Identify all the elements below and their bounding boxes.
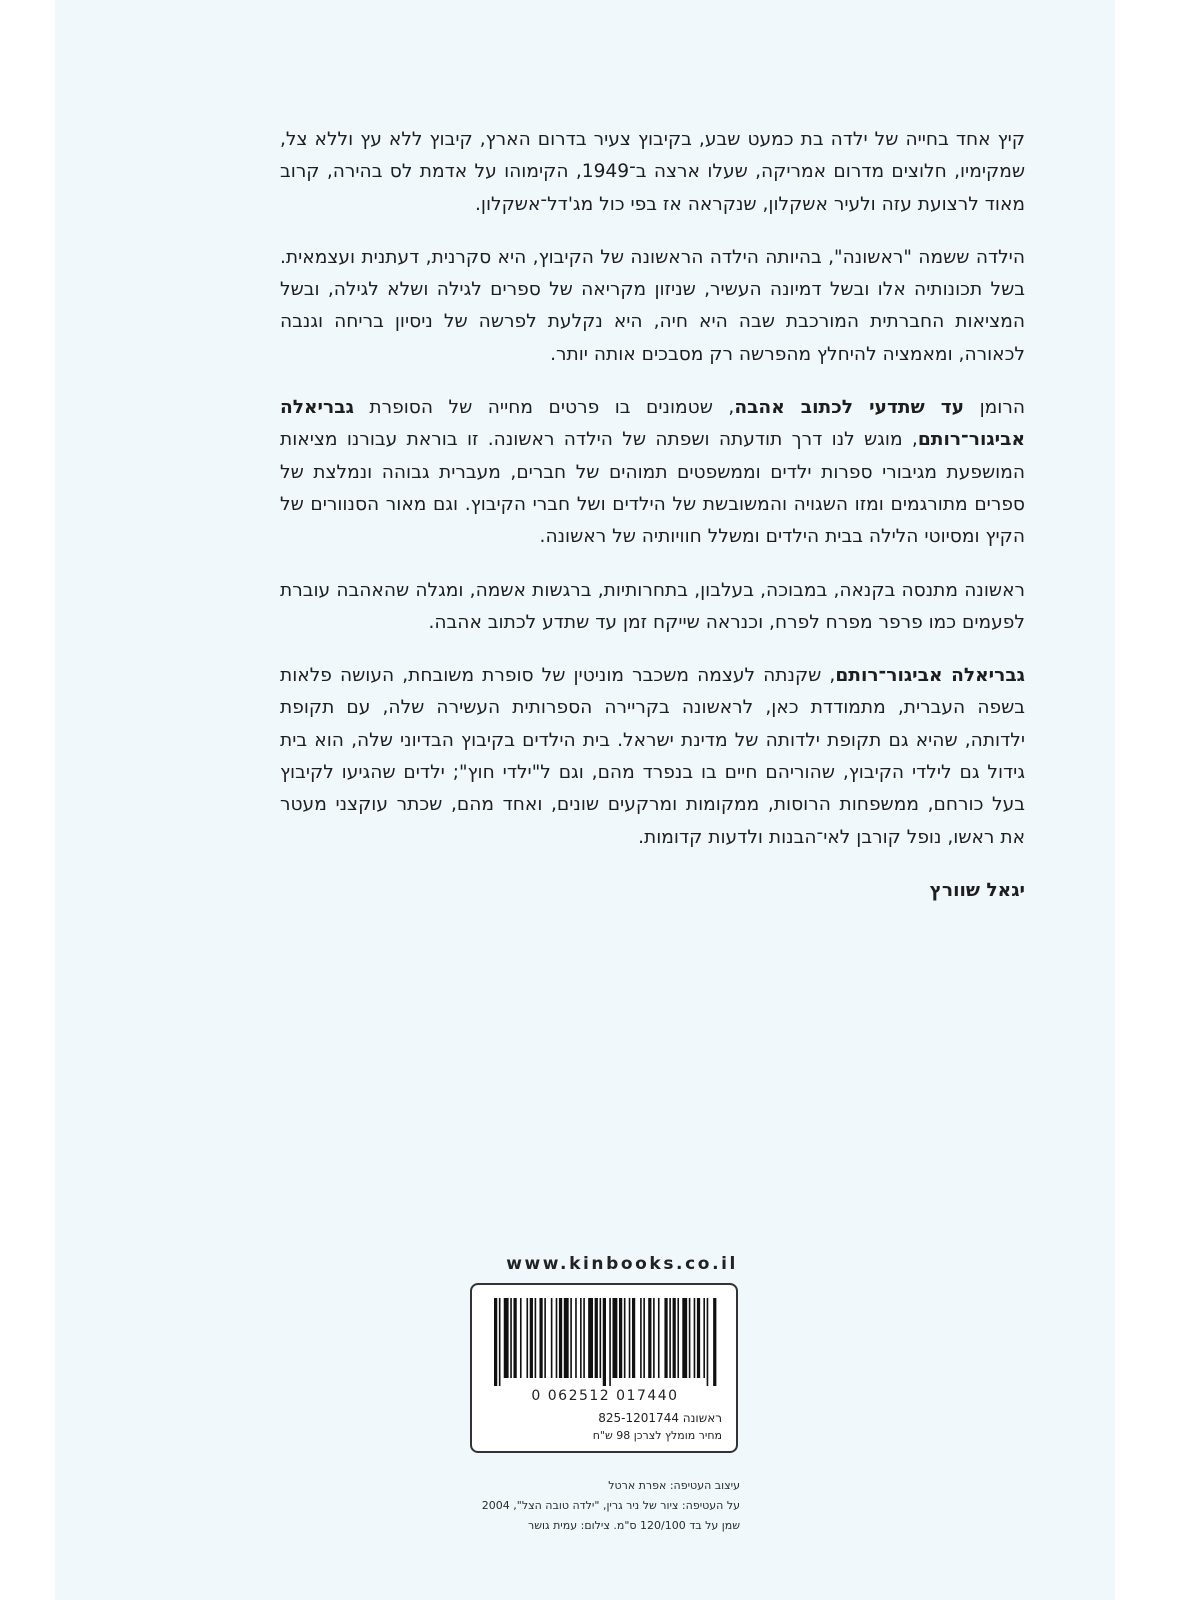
barcode-icon (494, 1298, 718, 1386)
barcode-bar (629, 1298, 631, 1378)
barcode-bar (658, 1298, 660, 1378)
barcode-bar (530, 1298, 533, 1378)
cover-credits (300, 1476, 740, 1536)
barcode-bar (653, 1298, 655, 1378)
barcode-bar (595, 1298, 598, 1378)
blurb-paragraph-4: ראשונה מתנסה בקנאה, במבוכה, בעלבון, בתחרותיות, ברגשות אשמה, ומגלה שהאהבה עוברת לפעמים כמו פרפר מפרח לפרח, וכנראה שייקח זמן עד שתדע לכתוב אהבה. (280, 579, 1025, 633)
barcode-bar (648, 1298, 651, 1378)
blurb-p3-intro: הרומן (964, 397, 1025, 419)
barcode-bar (551, 1298, 553, 1378)
barcode-bar (535, 1298, 537, 1378)
barcode-bar (504, 1298, 509, 1378)
blurb-paragraph-2: הילדה ששמה "ראשונה", בהיותה הילדה הראשונה של הקיבוץ, היא סקרנית, דעתנית ועצמאית. בשל תכונותיה אלו ובשל דמיונה העשיר, שניזון מקריאה של ספרים לגילה ושלא לגילה, ובשל המציאות החברתית המורכבת שבה היא חיה, היא נקלעת לפרשה של ניסיון בריחה וגנבה לכאורה, ומאמציה להיחלץ מהפרשה רק מסבכים אותה יותר. (280, 246, 1025, 365)
blurb-p3-middle: , שטמונים בו פרטים מחייה של הסופרת (353, 397, 735, 419)
barcode-bar (588, 1298, 593, 1378)
barcode-bar (713, 1298, 716, 1386)
barcode-bar (494, 1298, 497, 1386)
barcode-bar (580, 1298, 582, 1378)
barcode-bar (673, 1298, 676, 1378)
book-title: עד שתדעי לכתוב אהבה (734, 397, 965, 419)
barcode-bar (575, 1298, 577, 1378)
barcode-bar (583, 1298, 585, 1378)
barcode-bar (694, 1298, 696, 1378)
barcode-bar (499, 1298, 501, 1386)
barcode-bar (520, 1298, 522, 1378)
barcode-bar (643, 1298, 645, 1378)
barcode-bar (697, 1298, 700, 1378)
reviewer-signature: יגאל שוורץ (929, 879, 1025, 901)
barcode-bar (564, 1298, 569, 1378)
barcode-box (470, 1283, 738, 1453)
credit-cover-art: על העטיפה: ציור של ניר גרין, "ילדה טובה הצל", 2004 (481, 1499, 740, 1512)
barcode-bar (640, 1298, 642, 1378)
barcode-bar (603, 1298, 606, 1386)
publisher-website: www.kinbooks.co.il (506, 1254, 738, 1274)
barcode-bar (669, 1298, 671, 1378)
blurb-text (280, 124, 1025, 907)
catalog-code: ראשונה 825-1201744 (598, 1411, 722, 1425)
barcode-bar (689, 1298, 691, 1378)
blurb-paragraph-5 (280, 660, 1025, 854)
credit-design: עיצוב העטיפה: אפרת ארטל (608, 1479, 740, 1492)
blurb-paragraph-3 (280, 392, 1025, 553)
blurb-paragraph-1: קיץ אחד בחייה של ילדה בת כמעט שבע, בקיבוץ צעיר בדרום הארץ, קיבוץ ללא עץ וללא צל, שמקימיו, חלוצים מדרום אמריקה, שעלו ארצה ב־1949, הקימוהו על אדמת לס בהירה, קרוב מאוד לרצועת עזה ולעיר אשקלון, שנקראה אז בפי כול מג'דל־אשקלון. (280, 129, 1025, 215)
barcode-bar (544, 1298, 546, 1378)
barcode-bar (609, 1298, 611, 1386)
credit-print: שמן על בד 120/100 ס"מ. צילום: עמית גושר (528, 1519, 740, 1532)
barcode-bar (559, 1298, 562, 1378)
barcode-bar (513, 1298, 516, 1378)
blurb-p3-rest: , מוגש לנו דרך תודעתה ושפתה של הילדה ראשונה. זו בוראת עבורנו מציאות המושפעת מגיבורי ספרות ילדים וממשפטים תמוהים של חברים, מעברית גבוהה ונמלצת של ספרים מתורגמים ומזו השגויה והמשובשת של הילדים ושל חברי הקיבוץ. וגם מאור הסנוורים של הקיץ ומסיוטי הלילה בבית הילדים ומשלל חוויותיה של ראשונה. (280, 429, 1025, 548)
barcode-bar (703, 1298, 705, 1378)
barcode-bar (682, 1298, 687, 1378)
author-name: גבריאלה אביגור־רותם (835, 665, 1025, 687)
recommended-price: מחיר מומלץ לצרכן 98 ש"ח (592, 1429, 722, 1442)
barcode-bar (556, 1298, 558, 1378)
author-name: גבריאלה אביגור־רותם (280, 397, 1025, 451)
barcode-bar (632, 1298, 635, 1378)
barcode-bar (570, 1298, 572, 1378)
barcode-bar (526, 1298, 528, 1378)
blurb-p5-rest: , שקנתה לעצמה משכבר מוניטין של סופרת משובחת, העושה פלאות בשפה העברית, מתמודדת כאן, לראשונה בקריירה הספרותית העשירה שלה, עם תקופת ילדותה, שהיא גם תקופת ילדותה של מדינת ישראל. בית הילדים בקיבוץ הבדיוני שלה, הוא בית גידול גם לילדי הקיבוץ, שהוריהם חיים בו בנפרד מהם, וגם ל"ילדי חוץ"; ילדים שהגיעו לקיבוץ בעל כורחם, ממשפחות הרוסות, ממקומות ומרקעים שונים, ואחד מהם, שכתר עוקצני מעטר את ראשו, נופל קורבן לאי־הבנות ולדעות קדומות. (280, 665, 1025, 848)
barcode-digits: 0 062512 017440 (531, 1388, 679, 1404)
barcode-bar (539, 1298, 542, 1378)
barcode-bar (707, 1298, 709, 1386)
barcode-bar (664, 1298, 667, 1378)
barcode-bar (510, 1298, 512, 1378)
barcode-bar (677, 1298, 679, 1378)
barcode-bar (619, 1298, 622, 1378)
barcode-bar (624, 1298, 626, 1378)
barcode-bar (612, 1298, 617, 1378)
barcode-bar (600, 1298, 602, 1378)
